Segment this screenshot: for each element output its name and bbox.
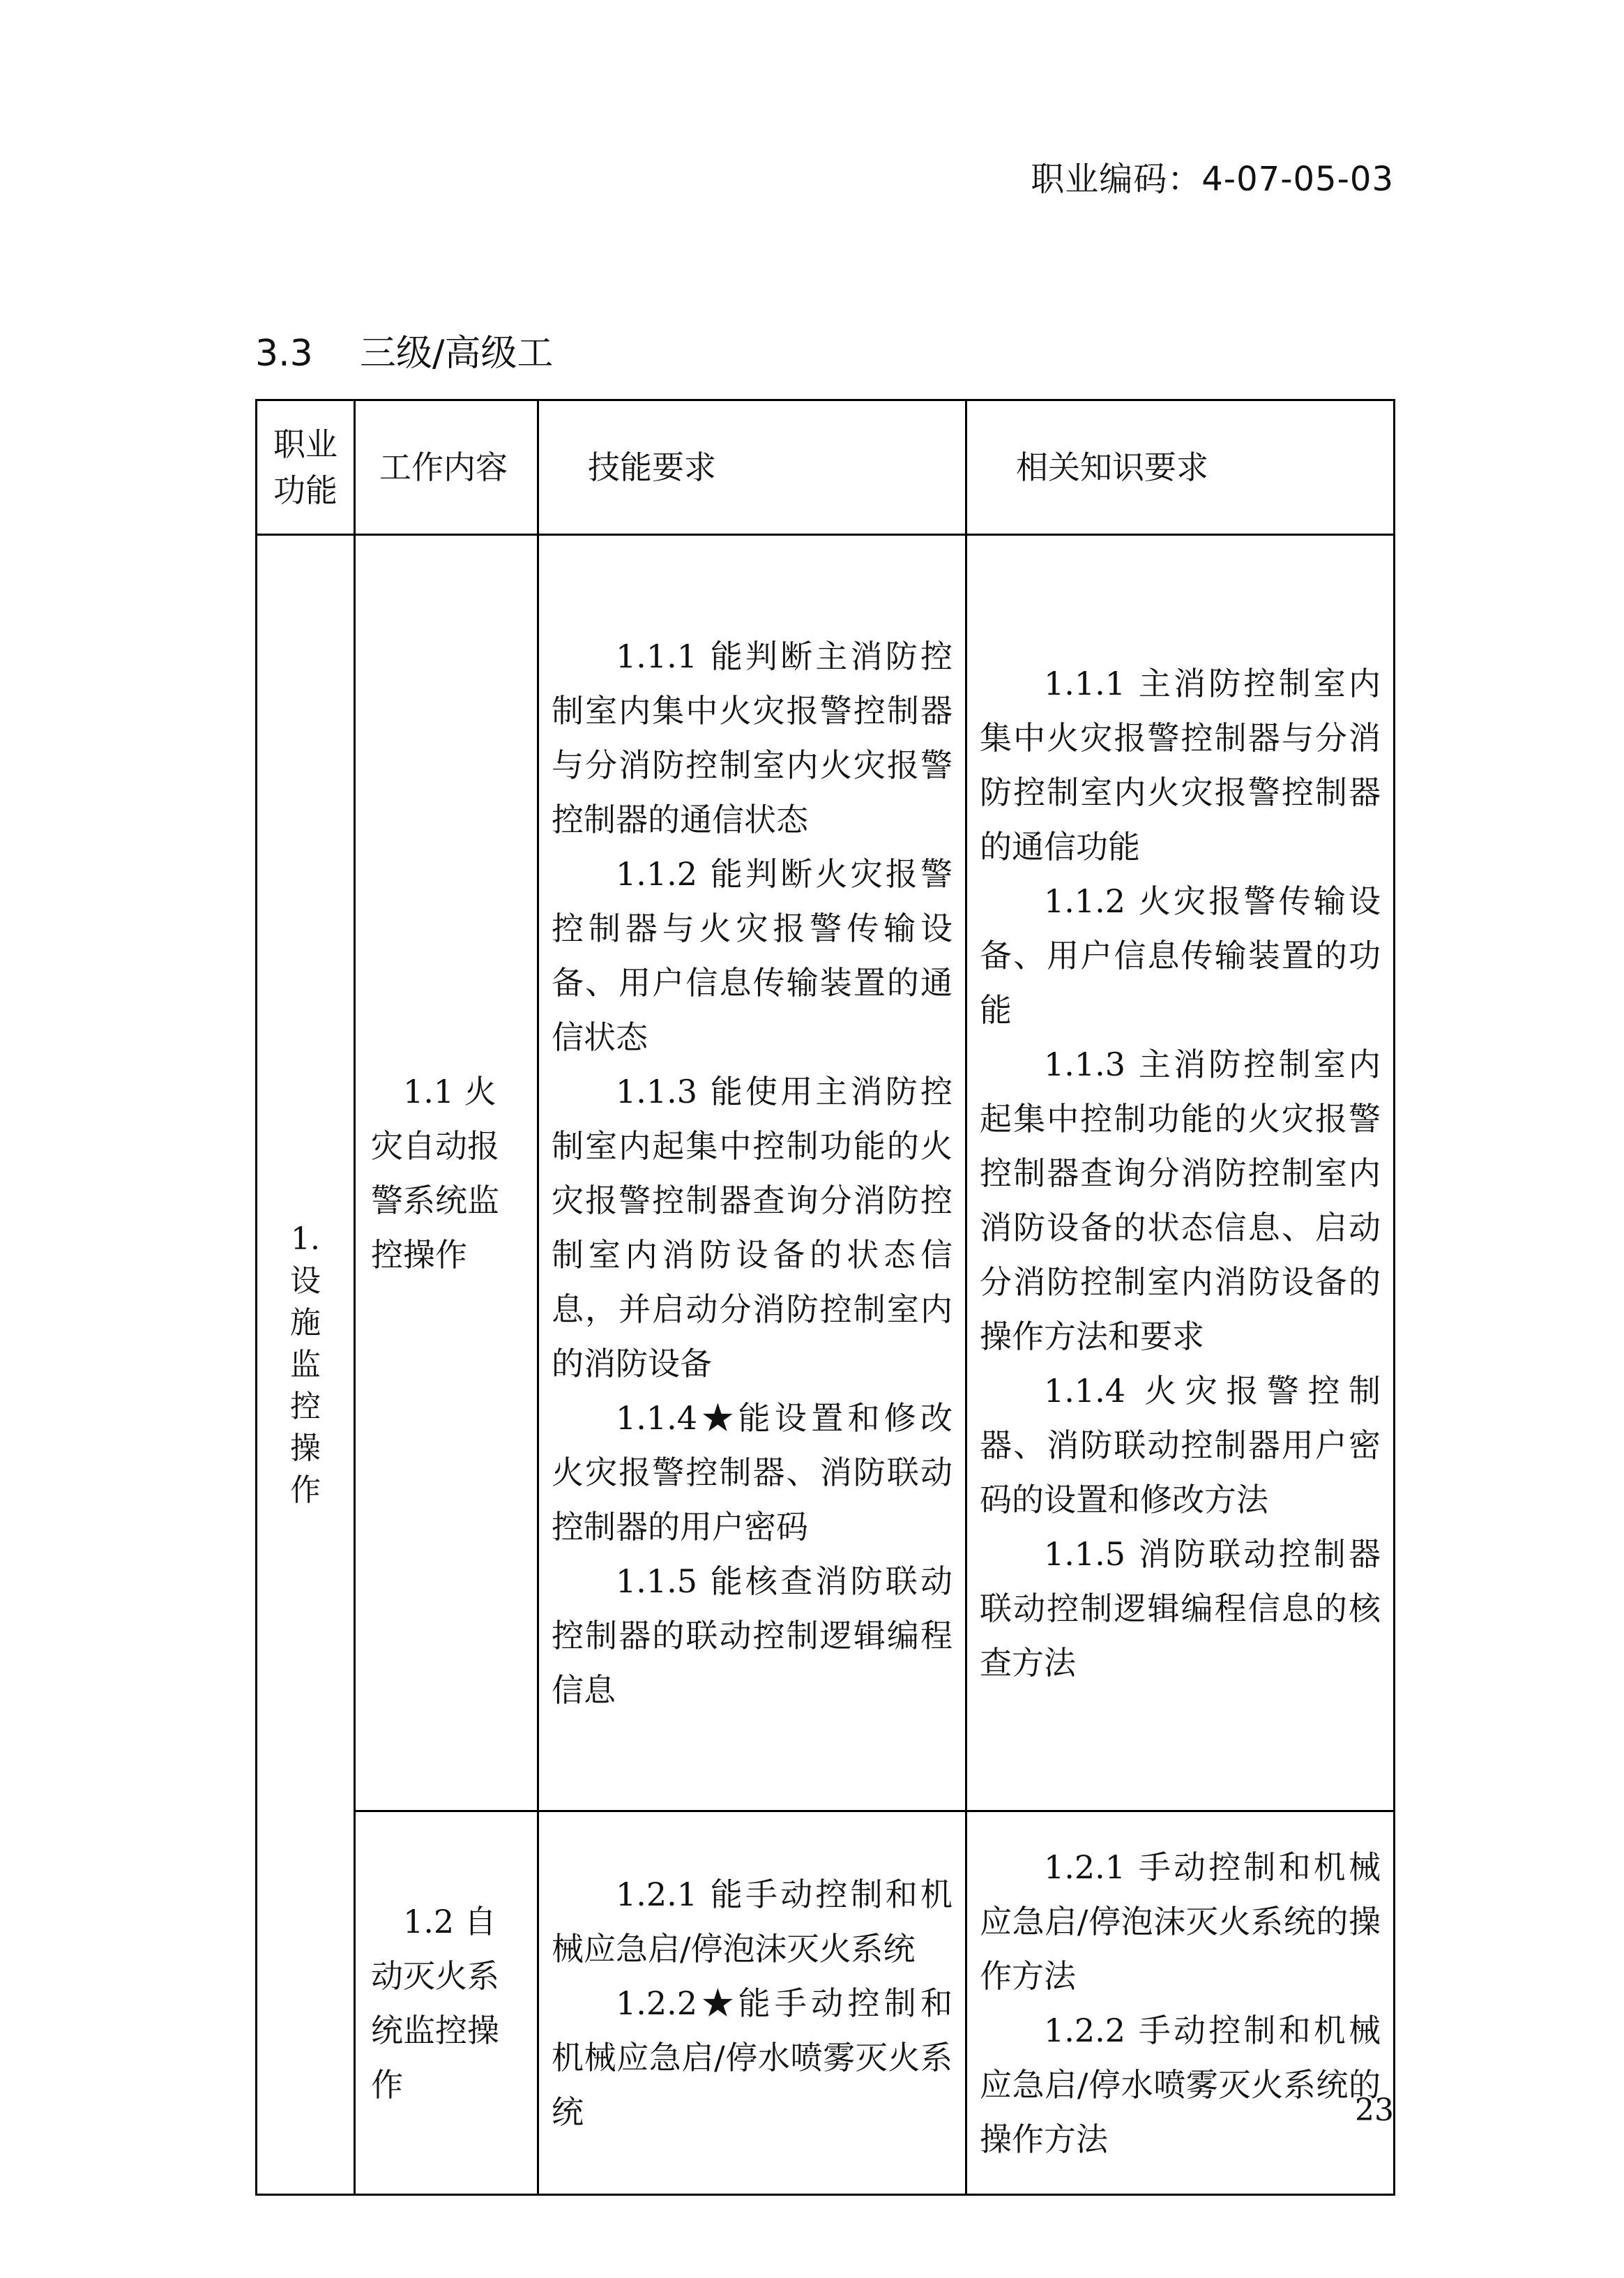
header-work-content: 工作内容 [355,400,538,535]
section-heading [255,324,554,376]
knowledge-item: 1.1.2 火灾报警传输设备、用户信息传输装置的功能 [980,882,1381,1029]
function-char: 控 [290,1388,321,1424]
skill-item: 1.1.3 能使用主消防控制室内起集中控制功能的火灾报警控制器查询分消防控制室内消防设备的状态信息，并启动分消防控制室内的消防设备 [552,1072,953,1382]
header-knowledge-requirements: 相关知识要求 [966,400,1395,535]
function-char: 监 [290,1346,321,1382]
work-content-text: 1.1 火灾自动报警系统监控操作 [371,1072,499,1274]
skill-item: 1.1.4★能设置和修改火灾报警控制器、消防联动控制器的用户密码 [552,1398,953,1546]
function-number: 1. [291,1221,320,1257]
function-char: 设 [290,1262,321,1299]
occupation-code: 职业编码：4-07-05-03 [1031,160,1394,199]
header-function-line2: 功能 [273,472,337,509]
function-char: 操 [290,1430,321,1466]
knowledge-item: 1.1.4 火灾报警控制器、消防联动控制器用户密码的设置和修改方法 [980,1371,1381,1518]
knowledge-item: 1.1.1 主消防控制室内集中火灾报警控制器与分消防控制室内火灾报警控制器的通信功能 [980,664,1381,866]
knowledge-item: 1.1.5 消防联动控制器联动控制逻辑编程信息的核查方法 [980,1534,1381,1682]
knowledge-cell [966,535,1395,1811]
function-char: 作 [290,1472,321,1508]
knowledge-item: 1.2.2 手动控制和机械应急启/停水喷雾灭火系统的操作方法 [980,2011,1381,2158]
work-content-text: 1.2 自动灭火系统监控操作 [371,1902,499,2104]
header-function [257,400,355,535]
skill-item: 1.2.2★能手动控制和机械应急启/停水喷雾灭火系统 [552,1984,953,2131]
skill-cell [538,535,966,1811]
work-content-cell [355,1811,538,2195]
table-header-row [257,400,1395,535]
page-number: 23 [1355,2092,1394,2128]
knowledge-item: 1.2.1 手动控制和机械应急启/停泡沫灭火系统的操作方法 [980,1848,1381,1995]
skill-item: 1.1.5 能核查消防联动控制器的联动控制逻辑编程信息 [552,1562,953,1709]
knowledge-item: 1.1.3 主消防控制室内起集中控制功能的火灾报警控制器查询分消防控制室内消防设备的状态信息、启动分消防控制室内消防设备的操作方法和要求 [980,1045,1381,1355]
table-row [257,1811,1395,2195]
skill-item: 1.2.1 能手动控制和机械应急启/停泡沫灭火系统 [552,1875,953,1968]
skills-table [255,399,1395,2196]
function-char: 施 [290,1304,321,1341]
table-row [257,535,1395,1811]
function-cell [257,535,355,2195]
section-number: 3.3 [255,333,313,375]
skill-item: 1.1.2 能判断火灾报警控制器与火灾报警传输设备、用户信息传输装置的通信状态 [552,854,953,1056]
header-skill-requirements: 技能要求 [538,400,966,535]
section-title: 三级/高级工 [360,333,554,375]
knowledge-cell [966,1811,1395,2195]
skill-item: 1.1.1 能判断主消防控制室内集中火灾报警控制器与分消防控制室内火灾报警控制器的通信状态 [552,637,953,838]
skill-cell [538,1811,966,2195]
work-content-cell [355,535,538,1811]
header-function-line1: 职业 [273,425,337,463]
